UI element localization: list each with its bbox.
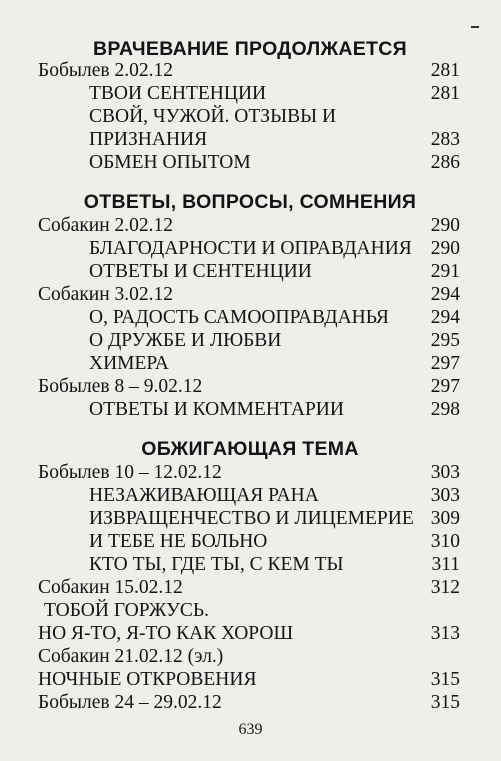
section-title-3: ОБЖИГАЮЩАЯ ТЕМА bbox=[141, 438, 359, 460]
section-title-1: ВРАЧЕВАНИЕ ПРОДОЛЖАЕТСЯ bbox=[93, 38, 407, 60]
toc-page: ВРАЧЕВАНИЕ ПРОДОЛЖАЕТСЯ Бобылев 2.02.12 281 ТВОИ СЕНТЕНЦИИ 281 СВОЙ, ЧУЖОЙ. ОТЗЫВЫ И ПРИЗНАНИЯ 283 ОБМЕН ОПЫТОМ 286 ОТВЕТЫ, ВОПРОСЫ, СОМНЕНИЯ Собакин 2.02.12 290 БЛАГОДАРНОСТИ И ОПРАВДАНИЯ 290 ОТВЕТЫ И СЕНТЕНЦИИ 291 Собакин 3.02.12 294 О, РАДОСТЬ САМООПРАВДАНЬЯ 294 О ДРУЖБЕ И ЛЮБВИ 295 ХИМЕРА 297 Бобылев 8 – 9.02.12 297 ОТВЕТЫ И КОММЕНТАРИИ 298 ОБЖИГАЮЩАЯ ТЕМА Бобылев 10 – 12.02.12 303 НЕЗАЖИВАЮЩАЯ РАНА 303 ИЗВРАЩЕНЧЕСТВО И ЛИЦЕМЕРИЕ 309 И ТЕБЕ НЕ БОЛЬНО 310 КТО ТЫ, ГДЕ ТЫ, С КЕМ ТЫ 311 Собакин 15.02.12 312 ТОБОЙ ГОРЖУСЬ. НО Я-ТО, Я-ТО КАК ХОРОШ 313 Собакин 21.02.12 (эл.) НОЧНЫЕ ОТКРОВЕНИЯ 315 Бобылев 24 – 29.02.12 315 639 bbox=[0, 0, 501, 761]
section-title-2: ОТВЕТЫ, ВОПРОСЫ, СОМНЕНИЯ bbox=[83, 191, 417, 213]
page-number: 639 bbox=[238, 721, 263, 738]
margin-mark bbox=[471, 26, 479, 28]
